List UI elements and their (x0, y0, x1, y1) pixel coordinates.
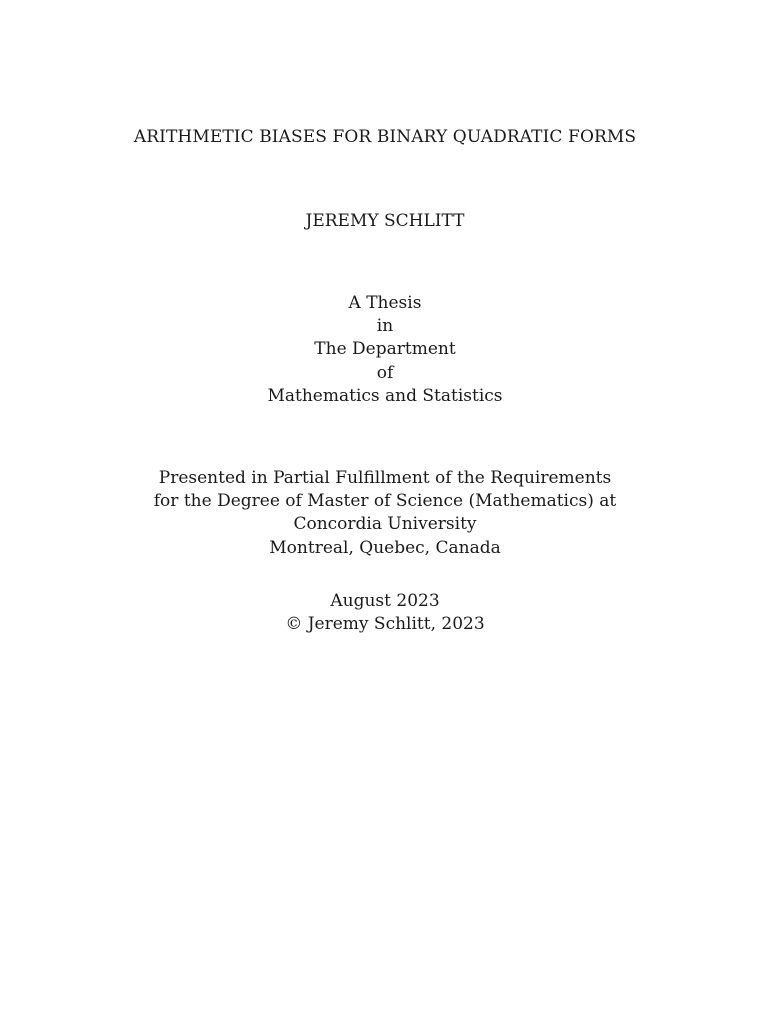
thesis-department-block (0, 292, 770, 408)
university-location: Montreal, Quebec, Canada (269, 537, 501, 558)
department-line: The Department (314, 339, 456, 360)
thesis-line: A Thesis (348, 293, 422, 313)
degree-statement-line: Presented in Partial Fulfillment of the Requirements (158, 468, 612, 488)
thesis-title: ARITHMETIC BIASES FOR BINARY QUADRATIC FORMS (133, 127, 637, 147)
date-copyright-block (0, 590, 770, 636)
thesis-line: in (376, 316, 394, 337)
department-line: of (376, 362, 394, 383)
submission-date: August 2023 (330, 591, 440, 611)
author-name: JEREMY SCHLITT (305, 211, 465, 231)
university-name: Concordia University (293, 514, 477, 535)
copyright-notice: © Jeremy Schlitt, 2023 (285, 614, 485, 635)
department-name: Mathematics and Statistics (267, 385, 503, 406)
degree-statement-line: for the Degree of Master of Science (Mathematics) at (153, 491, 617, 512)
degree-statement-block (0, 467, 770, 560)
